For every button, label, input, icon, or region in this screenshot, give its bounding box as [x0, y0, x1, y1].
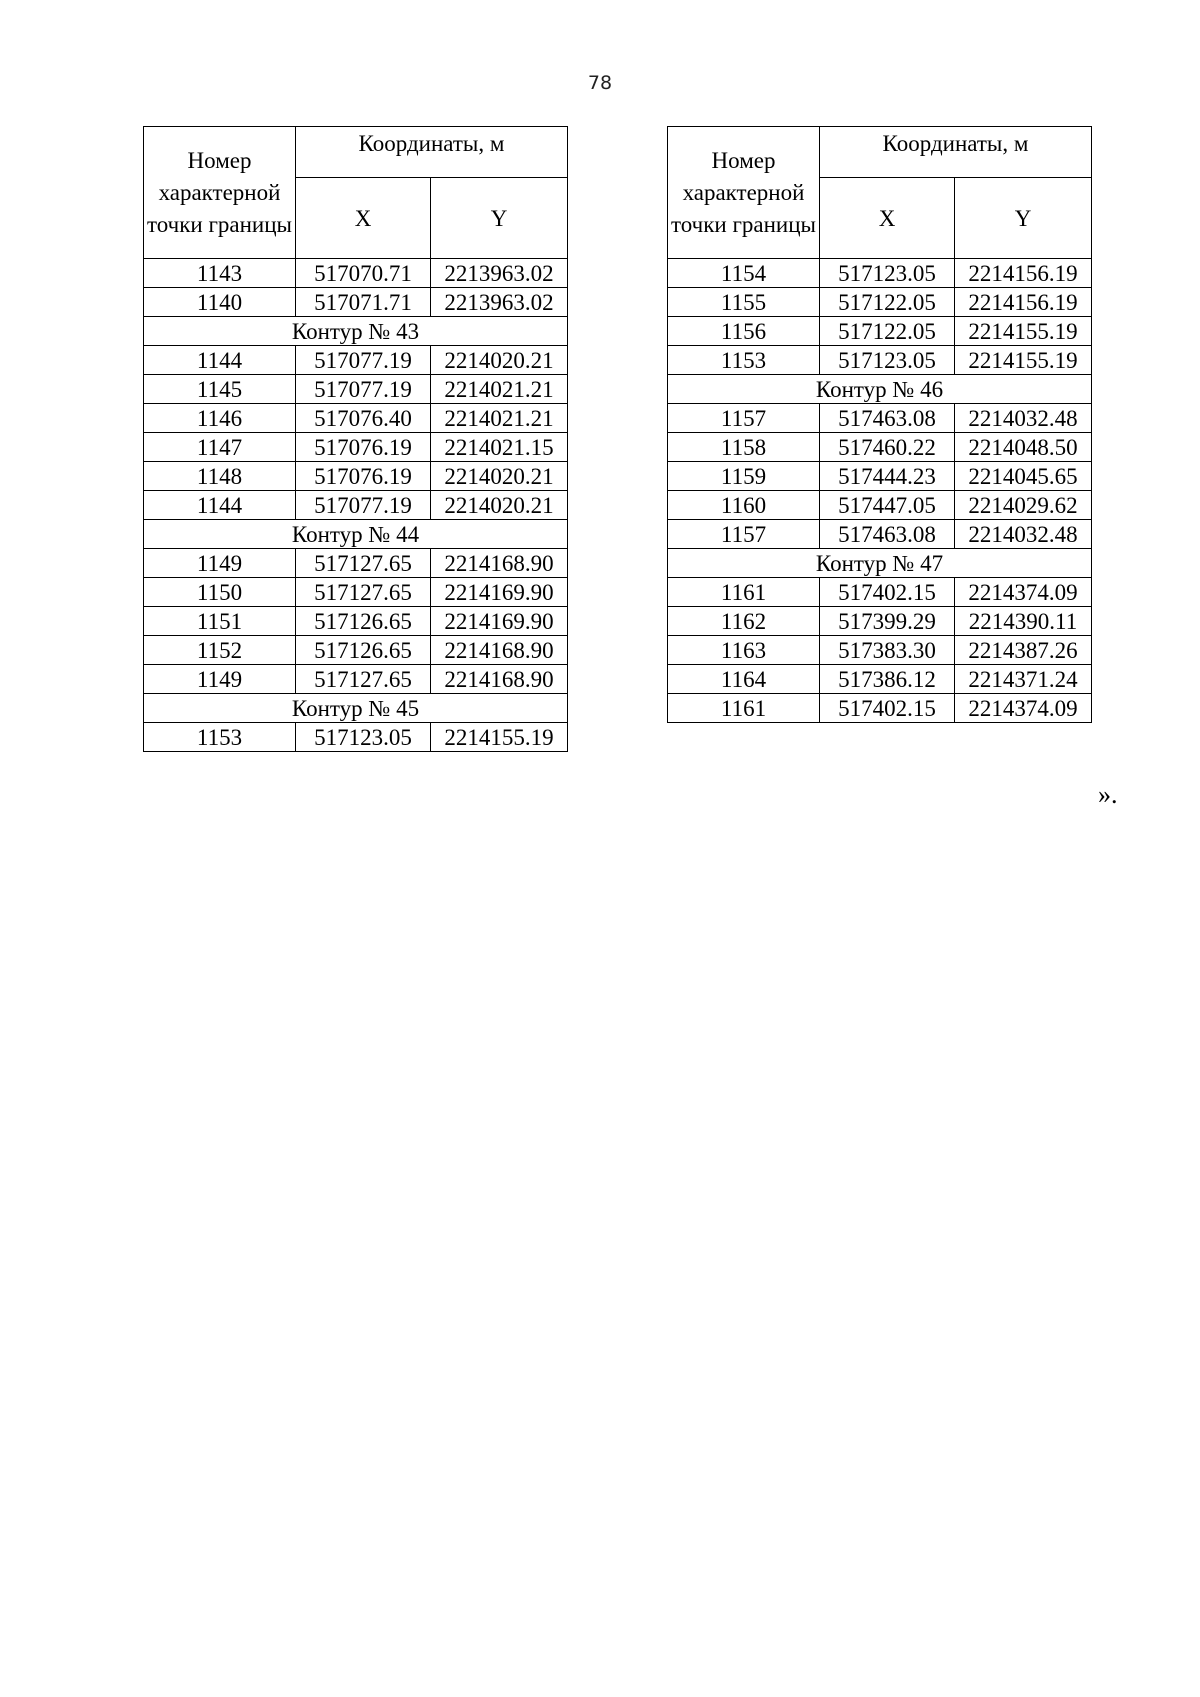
- point-number-cell: 1144: [144, 346, 296, 375]
- point-number-cell: 1145: [144, 375, 296, 404]
- x-coordinate-cell: 517076.19: [296, 433, 431, 462]
- y-coordinate-cell: 2214045.65: [955, 462, 1092, 491]
- x-coordinate-cell: 517447.05: [820, 491, 955, 520]
- point-number-cell: 1164: [668, 665, 820, 694]
- point-number-header: Номер характерной точки границы: [668, 127, 820, 259]
- table-row: [668, 462, 1092, 491]
- table-row: [668, 636, 1092, 665]
- x-coordinate-cell: 517123.05: [820, 259, 955, 288]
- point-number-cell: 1161: [668, 578, 820, 607]
- y-coordinate-cell: 2214156.19: [955, 288, 1092, 317]
- table-row: [144, 288, 568, 317]
- y-coordinate-cell: 2214390.11: [955, 607, 1092, 636]
- x-coordinate-cell: 517399.29: [820, 607, 955, 636]
- table-row: [668, 288, 1092, 317]
- table-row: [668, 404, 1092, 433]
- table-row: [144, 375, 568, 404]
- x-coordinate-cell: 517123.05: [296, 723, 431, 752]
- x-coordinate-cell: 517126.65: [296, 636, 431, 665]
- point-number-cell: 1157: [668, 520, 820, 549]
- table-row: [668, 491, 1092, 520]
- y-coordinate-cell: 2214387.26: [955, 636, 1092, 665]
- y-header: Y: [955, 178, 1092, 259]
- contour-row: [668, 375, 1092, 404]
- x-coordinate-cell: 517070.71: [296, 259, 431, 288]
- table-row: [144, 259, 568, 288]
- y-coordinate-cell: 2214371.24: [955, 665, 1092, 694]
- contour-label: Контур № 46: [668, 375, 1092, 404]
- table-body: [144, 259, 568, 752]
- point-number-cell: 1158: [668, 433, 820, 462]
- point-number-cell: 1155: [668, 288, 820, 317]
- y-coordinate-cell: 2214020.21: [431, 346, 568, 375]
- y-coordinate-cell: 2214168.90: [431, 636, 568, 665]
- point-number-header: Номер характерной точки границы: [144, 127, 296, 259]
- y-coordinate-cell: 2214169.90: [431, 578, 568, 607]
- table-row: [144, 462, 568, 491]
- x-coordinate-cell: 517122.05: [820, 288, 955, 317]
- x-coordinate-cell: 517383.30: [820, 636, 955, 665]
- point-number-cell: 1153: [144, 723, 296, 752]
- point-number-cell: 1162: [668, 607, 820, 636]
- coordinates-header: Координаты, м: [296, 127, 568, 178]
- y-coordinate-cell: 2214020.21: [431, 491, 568, 520]
- table-row: [144, 549, 568, 578]
- table-row: [668, 578, 1092, 607]
- point-number-cell: 1148: [144, 462, 296, 491]
- point-number-cell: 1157: [668, 404, 820, 433]
- point-number-cell: 1161: [668, 694, 820, 723]
- y-coordinate-cell: 2214169.90: [431, 607, 568, 636]
- y-coordinate-cell: 2214048.50: [955, 433, 1092, 462]
- x-coordinate-cell: 517077.19: [296, 375, 431, 404]
- table-body: [668, 259, 1092, 723]
- x-coordinate-cell: 517077.19: [296, 346, 431, 375]
- table-row: [144, 665, 568, 694]
- point-number-cell: 1150: [144, 578, 296, 607]
- table-row: [144, 433, 568, 462]
- y-coordinate-cell: 2214156.19: [955, 259, 1092, 288]
- table-row: [144, 404, 568, 433]
- x-coordinate-cell: 517386.12: [820, 665, 955, 694]
- contour-row: [144, 694, 568, 723]
- y-coordinate-cell: 2213963.02: [431, 288, 568, 317]
- x-coordinate-cell: 517076.19: [296, 462, 431, 491]
- x-coordinate-cell: 517463.08: [820, 520, 955, 549]
- table-row: [144, 346, 568, 375]
- point-number-cell: 1149: [144, 665, 296, 694]
- point-number-cell: 1147: [144, 433, 296, 462]
- x-coordinate-cell: 517122.05: [820, 317, 955, 346]
- x-coordinate-cell: 517402.15: [820, 578, 955, 607]
- contour-label: Контур № 44: [144, 520, 568, 549]
- contour-label: Контур № 47: [668, 549, 1092, 578]
- table-row: [144, 636, 568, 665]
- table-row: [668, 665, 1092, 694]
- point-number-cell: 1140: [144, 288, 296, 317]
- x-coordinate-cell: 517463.08: [820, 404, 955, 433]
- y-coordinate-cell: 2214021.21: [431, 375, 568, 404]
- y-coordinate-cell: 2214021.15: [431, 433, 568, 462]
- table-row: [668, 520, 1092, 549]
- closing-quote: ».: [1098, 780, 1118, 809]
- point-number-cell: 1153: [668, 346, 820, 375]
- table-row: [668, 346, 1092, 375]
- y-header: Y: [431, 178, 568, 259]
- x-coordinate-cell: 517071.71: [296, 288, 431, 317]
- point-number-cell: 1143: [144, 259, 296, 288]
- point-number-cell: 1154: [668, 259, 820, 288]
- x-coordinate-cell: 517402.15: [820, 694, 955, 723]
- y-coordinate-cell: 2214155.19: [955, 346, 1092, 375]
- table-row: [668, 433, 1092, 462]
- point-number-cell: 1151: [144, 607, 296, 636]
- x-coordinate-cell: 517123.05: [820, 346, 955, 375]
- x-header: X: [296, 178, 431, 259]
- x-coordinate-cell: 517077.19: [296, 491, 431, 520]
- y-coordinate-cell: 2214168.90: [431, 549, 568, 578]
- x-coordinate-cell: 517460.22: [820, 433, 955, 462]
- table-row: [144, 723, 568, 752]
- point-number-cell: 1144: [144, 491, 296, 520]
- point-number-cell: 1146: [144, 404, 296, 433]
- y-coordinate-cell: 2214029.62: [955, 491, 1092, 520]
- point-number-cell: 1149: [144, 549, 296, 578]
- table-row: [668, 694, 1092, 723]
- x-coordinate-cell: 517127.65: [296, 549, 431, 578]
- table-row: [668, 259, 1092, 288]
- contour-row: [144, 317, 568, 346]
- y-coordinate-cell: 2213963.02: [431, 259, 568, 288]
- x-coordinate-cell: 517444.23: [820, 462, 955, 491]
- point-number-cell: 1160: [668, 491, 820, 520]
- table-row: [144, 578, 568, 607]
- contour-label: Контур № 45: [144, 694, 568, 723]
- contour-row: [668, 549, 1092, 578]
- x-coordinate-cell: 517126.65: [296, 607, 431, 636]
- y-coordinate-cell: 2214374.09: [955, 578, 1092, 607]
- y-coordinate-cell: 2214021.21: [431, 404, 568, 433]
- y-coordinate-cell: 2214020.21: [431, 462, 568, 491]
- point-number-cell: 1163: [668, 636, 820, 665]
- table-row: [144, 607, 568, 636]
- y-coordinate-cell: 2214155.19: [431, 723, 568, 752]
- point-number-cell: 1156: [668, 317, 820, 346]
- y-coordinate-cell: 2214168.90: [431, 665, 568, 694]
- x-coordinate-cell: 517076.40: [296, 404, 431, 433]
- x-coordinate-cell: 517127.65: [296, 665, 431, 694]
- contour-label: Контур № 43: [144, 317, 568, 346]
- y-coordinate-cell: 2214155.19: [955, 317, 1092, 346]
- coordinates-header: Координаты, м: [820, 127, 1092, 178]
- table-row: [144, 491, 568, 520]
- y-coordinate-cell: 2214032.48: [955, 520, 1092, 549]
- page-number: 78: [587, 72, 613, 94]
- coordinates-table-left: [143, 126, 568, 752]
- y-coordinate-cell: 2214032.48: [955, 404, 1092, 433]
- y-coordinate-cell: 2214374.09: [955, 694, 1092, 723]
- contour-row: [144, 520, 568, 549]
- coordinates-table-right: [667, 126, 1092, 723]
- table-row: [668, 607, 1092, 636]
- x-coordinate-cell: 517127.65: [296, 578, 431, 607]
- point-number-cell: 1152: [144, 636, 296, 665]
- x-header: X: [820, 178, 955, 259]
- table-row: [668, 317, 1092, 346]
- point-number-cell: 1159: [668, 462, 820, 491]
